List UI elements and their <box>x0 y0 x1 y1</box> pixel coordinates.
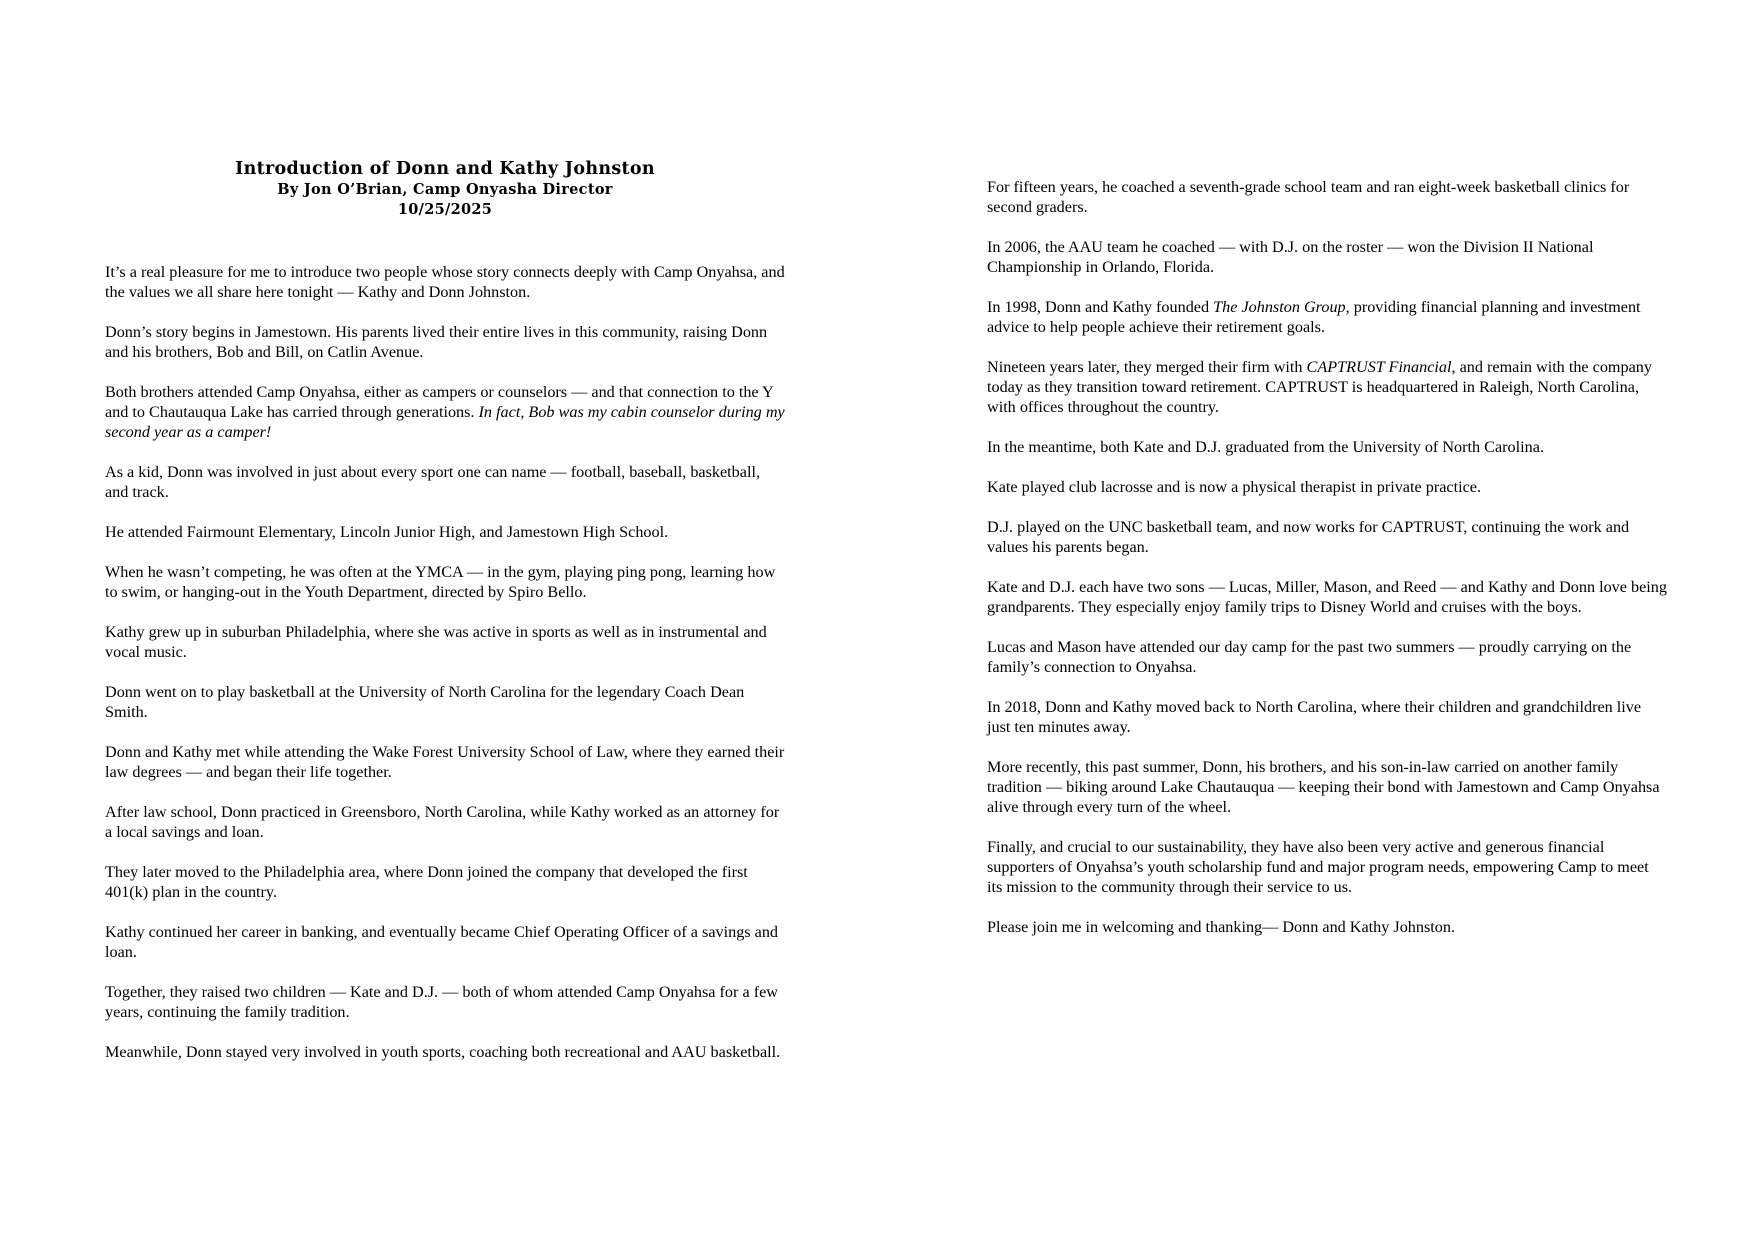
paragraph: He attended Fairmount Elementary, Lincoln Junior High, and Jamestown High School. <box>105 523 669 541</box>
paragraph: Please join me in welcoming and thanking— Donn and Kathy Johnston. <box>987 918 1456 936</box>
paragraph: Donn and Kathy met while attending the Wake Forest University School of Law, where they earned their law degrees — and began their life together. <box>105 743 785 781</box>
paragraph: For fifteen years, he coached a seventh-grade school team and ran eight-week basketball clinics for second graders. <box>987 178 1630 216</box>
paragraph: Kathy continued her career in banking, and eventually became Chief Operating Officer of a savings and loan. <box>105 923 779 961</box>
paragraph: After law school, Donn practiced in Greensboro, North Carolina, while Kathy worked as an attorney for a local savings and loan. <box>105 803 780 841</box>
paragraph: Lucas and Mason have attended our day camp for the past two summers — proudly carrying on the family’s connection to Onyahsa. <box>987 638 1632 676</box>
paragraph: Finally, and crucial to our sustainability, they have also been very active and generous financial supporters of Onyahsa’s youth scholarship fund and major program needs, empowering Camp to meet its mission to the community through their service to us. <box>987 838 1649 896</box>
paragraph-text: Both brothers attended Camp Onyahsa, either as campers or counselors — and that connection to the Y and to Chautauqua Lake has carried through generations. <box>105 383 774 421</box>
paragraph: Kate and D.J. each have two sons — Lucas, Miller, Mason, and Reed — and Kathy and Donn love being grandparents. They especially enjoy family trips to Disney World and cruises with the boys. <box>987 578 1667 616</box>
paragraph <box>987 357 1667 417</box>
document-header <box>105 158 785 220</box>
paragraph: Meanwhile, Donn stayed very involved in youth sports, coaching both recreational and AAU basketball. <box>105 1043 781 1061</box>
paragraph <box>105 382 785 442</box>
paragraph: Kate played club lacrosse and is now a physical therapist in private practice. <box>987 478 1481 496</box>
company-name: The Johnston Group <box>1213 298 1346 316</box>
paragraph: In the meantime, both Kate and D.J. graduated from the University of North Carolina. <box>987 438 1544 456</box>
paragraph-text: Nineteen years later, they merged their firm with <box>987 358 1307 376</box>
paragraph: Kathy grew up in suburban Philadelphia, where she was active in sports as well as in instrumental and vocal music. <box>105 623 767 661</box>
paragraph-text: In 1998, Donn and Kathy founded <box>987 298 1214 316</box>
paragraph: Together, they raised two children — Kate and D.J. — both of whom attended Camp Onyahsa for a few years, continuing the family tradition. <box>105 983 778 1021</box>
paragraph: D.J. played on the UNC basketball team, and now works for CAPTRUST, continuing the work and values his parents began. <box>987 518 1630 556</box>
paragraph: Donn went on to play basketball at the University of North Carolina for the legendary Coach Dean Smith. <box>105 683 745 721</box>
italic-aside: In fact, Bob was my cabin counselor during my second year as a camper! <box>105 403 785 441</box>
paragraph-text: , and remain with the company today as they transition toward retirement. CAPTRUST is headquartered in Raleigh, North Carolina, with offices throughout the country. <box>987 358 1652 416</box>
paragraph: It’s a real pleasure for me to introduce two people whose story connects deeply with Camp Onyahsa, and the values we all share here tonight — Kathy and Donn Johnston. <box>105 263 785 301</box>
company-name: CAPTRUST Financial <box>1306 358 1452 376</box>
paragraph: In 2006, the AAU team he coached — with D.J. on the roster — won the Division II National Championship in Orlando, Florida. <box>987 238 1594 276</box>
paragraph: They later moved to the Philadelphia area, where Donn joined the company that developed the first 401(k) plan in the country. <box>105 863 748 901</box>
paragraph: More recently, this past summer, Donn, his brothers, and his son-in-law carried on another family tradition — biking around Lake Chautauqua — keeping their bond with Jamestown and Camp Onyahsa alive through every turn of the wheel. <box>987 758 1660 816</box>
paragraph-text: , providing financial planning and investment advice to help people achieve their retirement goals. <box>987 298 1641 336</box>
document-date: 10/25/2025 <box>397 201 493 218</box>
author-byline: By Jon O’Brian, Camp Onyasha Director <box>277 181 613 198</box>
paragraph: In 2018, Donn and Kathy moved back to North Carolina, where their children and grandchildren live just ten minutes away. <box>987 698 1642 736</box>
paragraph: When he wasn’t competing, he was often at the YMCA — in the gym, playing ping pong, learning how to swim, or hanging-out in the Youth Department, directed by Spiro Bello. <box>105 563 776 601</box>
paragraph <box>987 297 1667 337</box>
paragraph: As a kid, Donn was involved in just about every sport one can name — football, baseball, basketball, and track. <box>105 463 760 501</box>
document-title: Introduction of Donn and Kathy Johnston <box>235 159 655 179</box>
paragraph: Donn’s story begins in Jamestown. His parents lived their entire lives in this community, raising Donn and his brothers, Bob and Bill, on Catlin Avenue. <box>105 323 768 361</box>
